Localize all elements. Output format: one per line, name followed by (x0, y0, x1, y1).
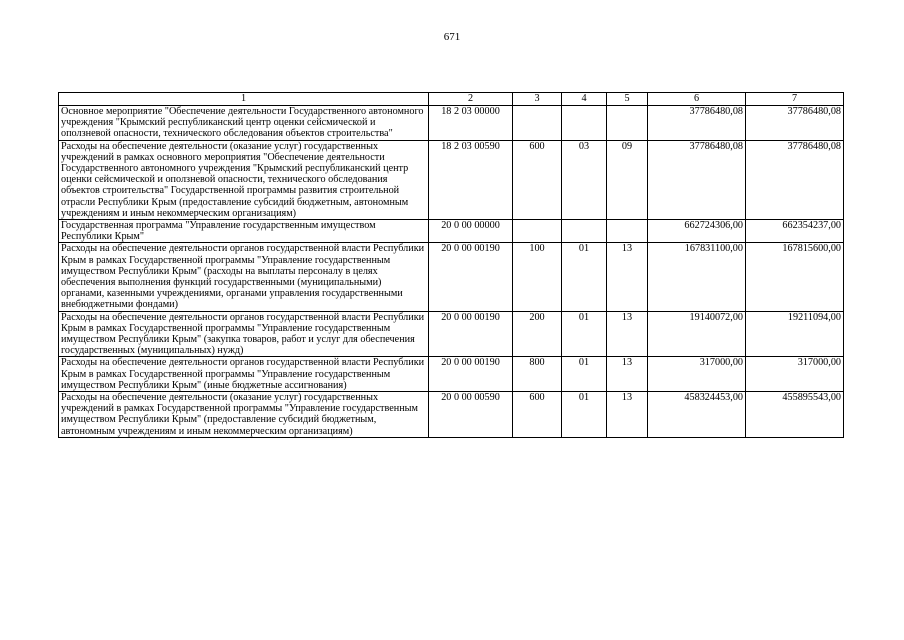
row-amount-1: 317000,00 (648, 357, 746, 392)
table-row (59, 357, 844, 392)
row-amount-2: 37786480,08 (746, 106, 844, 141)
row-subsection (607, 220, 648, 243)
row-expense-type (513, 106, 562, 141)
row-amount-2: 317000,00 (746, 357, 844, 392)
row-subsection: 09 (607, 140, 648, 219)
row-target-article: 20 0 00 00190 (429, 357, 513, 392)
row-amount-2: 37786480,08 (746, 140, 844, 219)
row-expense-type: 800 (513, 357, 562, 392)
row-amount-2: 455895543,00 (746, 392, 844, 438)
row-section: 01 (562, 357, 607, 392)
column-header: 5 (607, 93, 648, 106)
column-header: 2 (429, 93, 513, 106)
row-description: Расходы на обеспечение деятельности органов государственной власти Республики Крым в рамках Государственной программы "Управление государственным имуществом Республики Крым" (закупка товаров, работ и услуг для обеспечения государственных (муниципальных) нужд) (59, 311, 429, 357)
budget-table (58, 92, 844, 438)
row-amount-1: 19140072,00 (648, 311, 746, 357)
row-section (562, 220, 607, 243)
row-amount-2: 167815600,00 (746, 243, 844, 311)
table-row (59, 311, 844, 357)
page-number: 671 (443, 31, 461, 43)
header-row (59, 93, 844, 106)
row-amount-1: 37786480,08 (648, 140, 746, 219)
row-section: 01 (562, 311, 607, 357)
row-expense-type: 100 (513, 243, 562, 311)
row-description: Расходы на обеспечение деятельности органов государственной власти Республики Крым в рамках Государственной программы "Управление государственным имуществом Республики Крым" (расходы на выплаты персоналу в целях обеспечения выполнения функций государственными (муниципальными) органами, казенными учреждениями, органами управления государственными внебюджетными фондами) (59, 243, 429, 311)
row-amount-1: 37786480,08 (648, 106, 746, 141)
row-section: 03 (562, 140, 607, 219)
column-header: 7 (746, 93, 844, 106)
row-amount-1: 458324453,00 (648, 392, 746, 438)
row-expense-type: 200 (513, 311, 562, 357)
row-subsection: 13 (607, 311, 648, 357)
table-row (59, 106, 844, 141)
row-target-article: 20 0 00 00590 (429, 392, 513, 438)
row-subsection: 13 (607, 357, 648, 392)
row-expense-type: 600 (513, 140, 562, 219)
row-amount-2: 19211094,00 (746, 311, 844, 357)
column-header: 6 (648, 93, 746, 106)
row-amount-1: 662724306,00 (648, 220, 746, 243)
row-target-article: 20 0 00 00000 (429, 220, 513, 243)
row-description: Расходы на обеспечение деятельности (оказание услуг) государственных учреждений в рамках основного мероприятия "Обеспечение деятельности Государственного автономного учреждения "Крымский республиканский центр оценки сейсмической и оползневой опасности, технического обследования объектов строительства" Государственной программы развития строительной отрасли Республики Крым (предоставление субсидий бюджетным, автономным учреждениям и иным некоммерческим организациям) (59, 140, 429, 219)
table-row (59, 140, 844, 219)
row-amount-1: 167831100,00 (648, 243, 746, 311)
row-description: Расходы на обеспечение деятельности (оказание услуг) государственных учреждений в рамках Государственной программы "Управление государственным имуществом Республики Крым" (предоставление субсидий бюджетным, автономным учреждениям и иным некоммерческим организациям) (59, 392, 429, 438)
table-row (59, 392, 844, 438)
row-section: 01 (562, 243, 607, 311)
column-header: 1 (59, 93, 429, 106)
row-subsection: 13 (607, 243, 648, 311)
row-amount-2: 662354237,00 (746, 220, 844, 243)
table-row (59, 220, 844, 243)
row-section: 01 (562, 392, 607, 438)
row-subsection (607, 106, 648, 141)
row-target-article: 18 2 03 00000 (429, 106, 513, 141)
table-row (59, 243, 844, 311)
row-expense-type (513, 220, 562, 243)
row-target-article: 20 0 00 00190 (429, 243, 513, 311)
row-section (562, 106, 607, 141)
row-description: Расходы на обеспечение деятельности органов государственной власти Республики Крым в рамках Государственной программы "Управление государственным имуществом Республики Крым" (иные бюджетные ассигнования) (59, 357, 429, 392)
row-expense-type: 600 (513, 392, 562, 438)
row-target-article: 18 2 03 00590 (429, 140, 513, 219)
column-header: 3 (513, 93, 562, 106)
row-description: Основное мероприятие "Обеспечение деятельности Государственного автономного учреждения "Крымский республиканский центр оценки сейсмической и оползневой опасности, технического обследования объектов строительства" (59, 106, 429, 141)
row-description: Государственная программа "Управление государственным имуществом Республики Крым" (59, 220, 429, 243)
row-subsection: 13 (607, 392, 648, 438)
column-header: 4 (562, 93, 607, 106)
row-target-article: 20 0 00 00190 (429, 311, 513, 357)
